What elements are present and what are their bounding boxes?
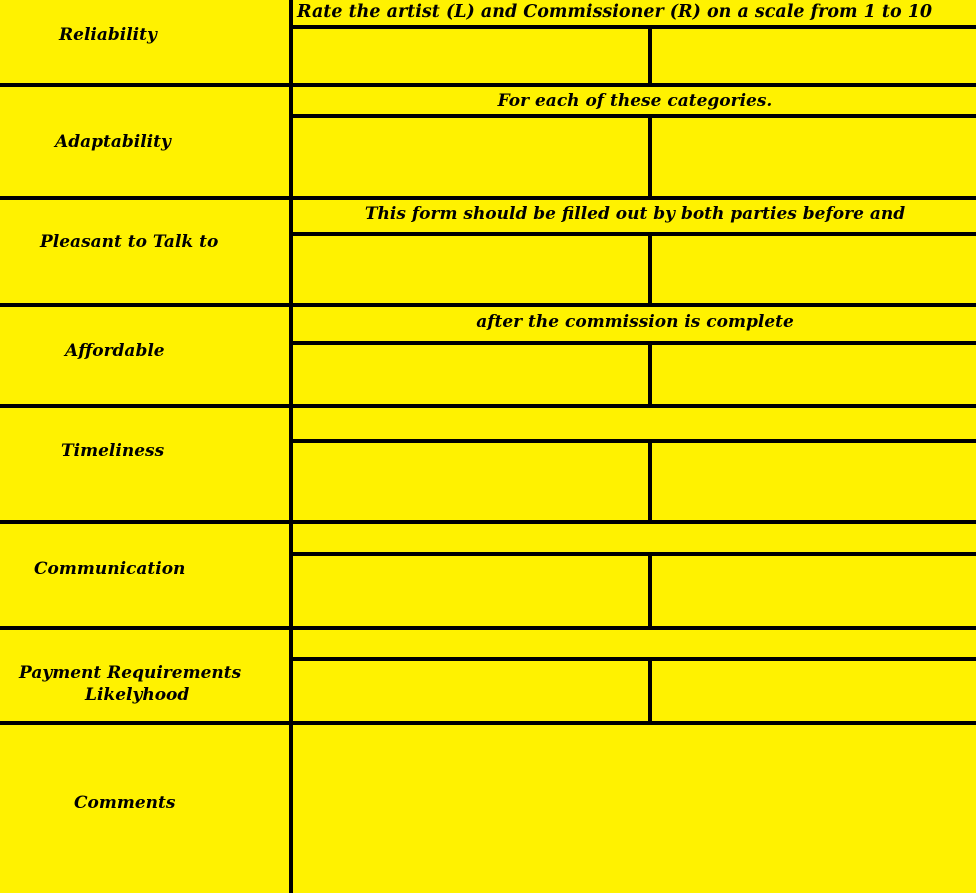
rating-cell-artist-reliability[interactable] [293,29,648,83]
category-payment-requirements: Payment Requirements [19,663,242,683]
rating-cell-artist-affordable[interactable] [293,345,648,404]
instruction-line-1: Rate the artist (L) and Commissioner (R) on a scale from 1 to 10 [297,2,933,22]
category-adaptability: Adaptability [55,132,171,152]
category-affordable: Affordable [65,341,165,361]
rating-cell-artist-communication[interactable] [293,556,648,626]
rating-cell-commissioner-affordable[interactable] [652,345,976,404]
rating-cell-commissioner-pleasant[interactable] [652,236,976,303]
rating-cell-commissioner-reliability[interactable] [652,29,976,83]
rating-cell-commissioner-timeliness[interactable] [652,443,976,520]
category-comments: Comments [74,793,176,813]
instruction-line-4: after the commission is complete [476,312,794,332]
row-separator [0,404,976,408]
rating-cell-commissioner-communication[interactable] [652,556,976,626]
rating-cell-commissioner-adaptability[interactable] [652,118,976,196]
row-separator [0,83,976,87]
instruction-line-3: This form should be filled out by both parties before and [364,204,906,224]
category-pleasant: Pleasant to Talk to [40,232,219,252]
rating-cell-artist-adaptability[interactable] [293,118,648,196]
category-reliability: Reliability [59,25,157,45]
category-likelyhood: Likelyhood [85,685,190,705]
row-separator [0,520,976,524]
instruction-line-2: For each of these categories. [497,91,773,111]
category-communication: Communication [34,559,186,579]
rating-cell-commissioner-payment[interactable] [652,661,976,721]
rating-cell-artist-pleasant[interactable] [293,236,648,303]
rating-cell-artist-payment[interactable] [293,661,648,721]
row-separator [0,626,976,630]
row-separator [0,303,976,307]
comments-area[interactable] [293,725,976,893]
row-separator [0,196,976,200]
rating-cell-artist-timeliness[interactable] [293,443,648,520]
category-timeliness: Timeliness [61,441,165,461]
